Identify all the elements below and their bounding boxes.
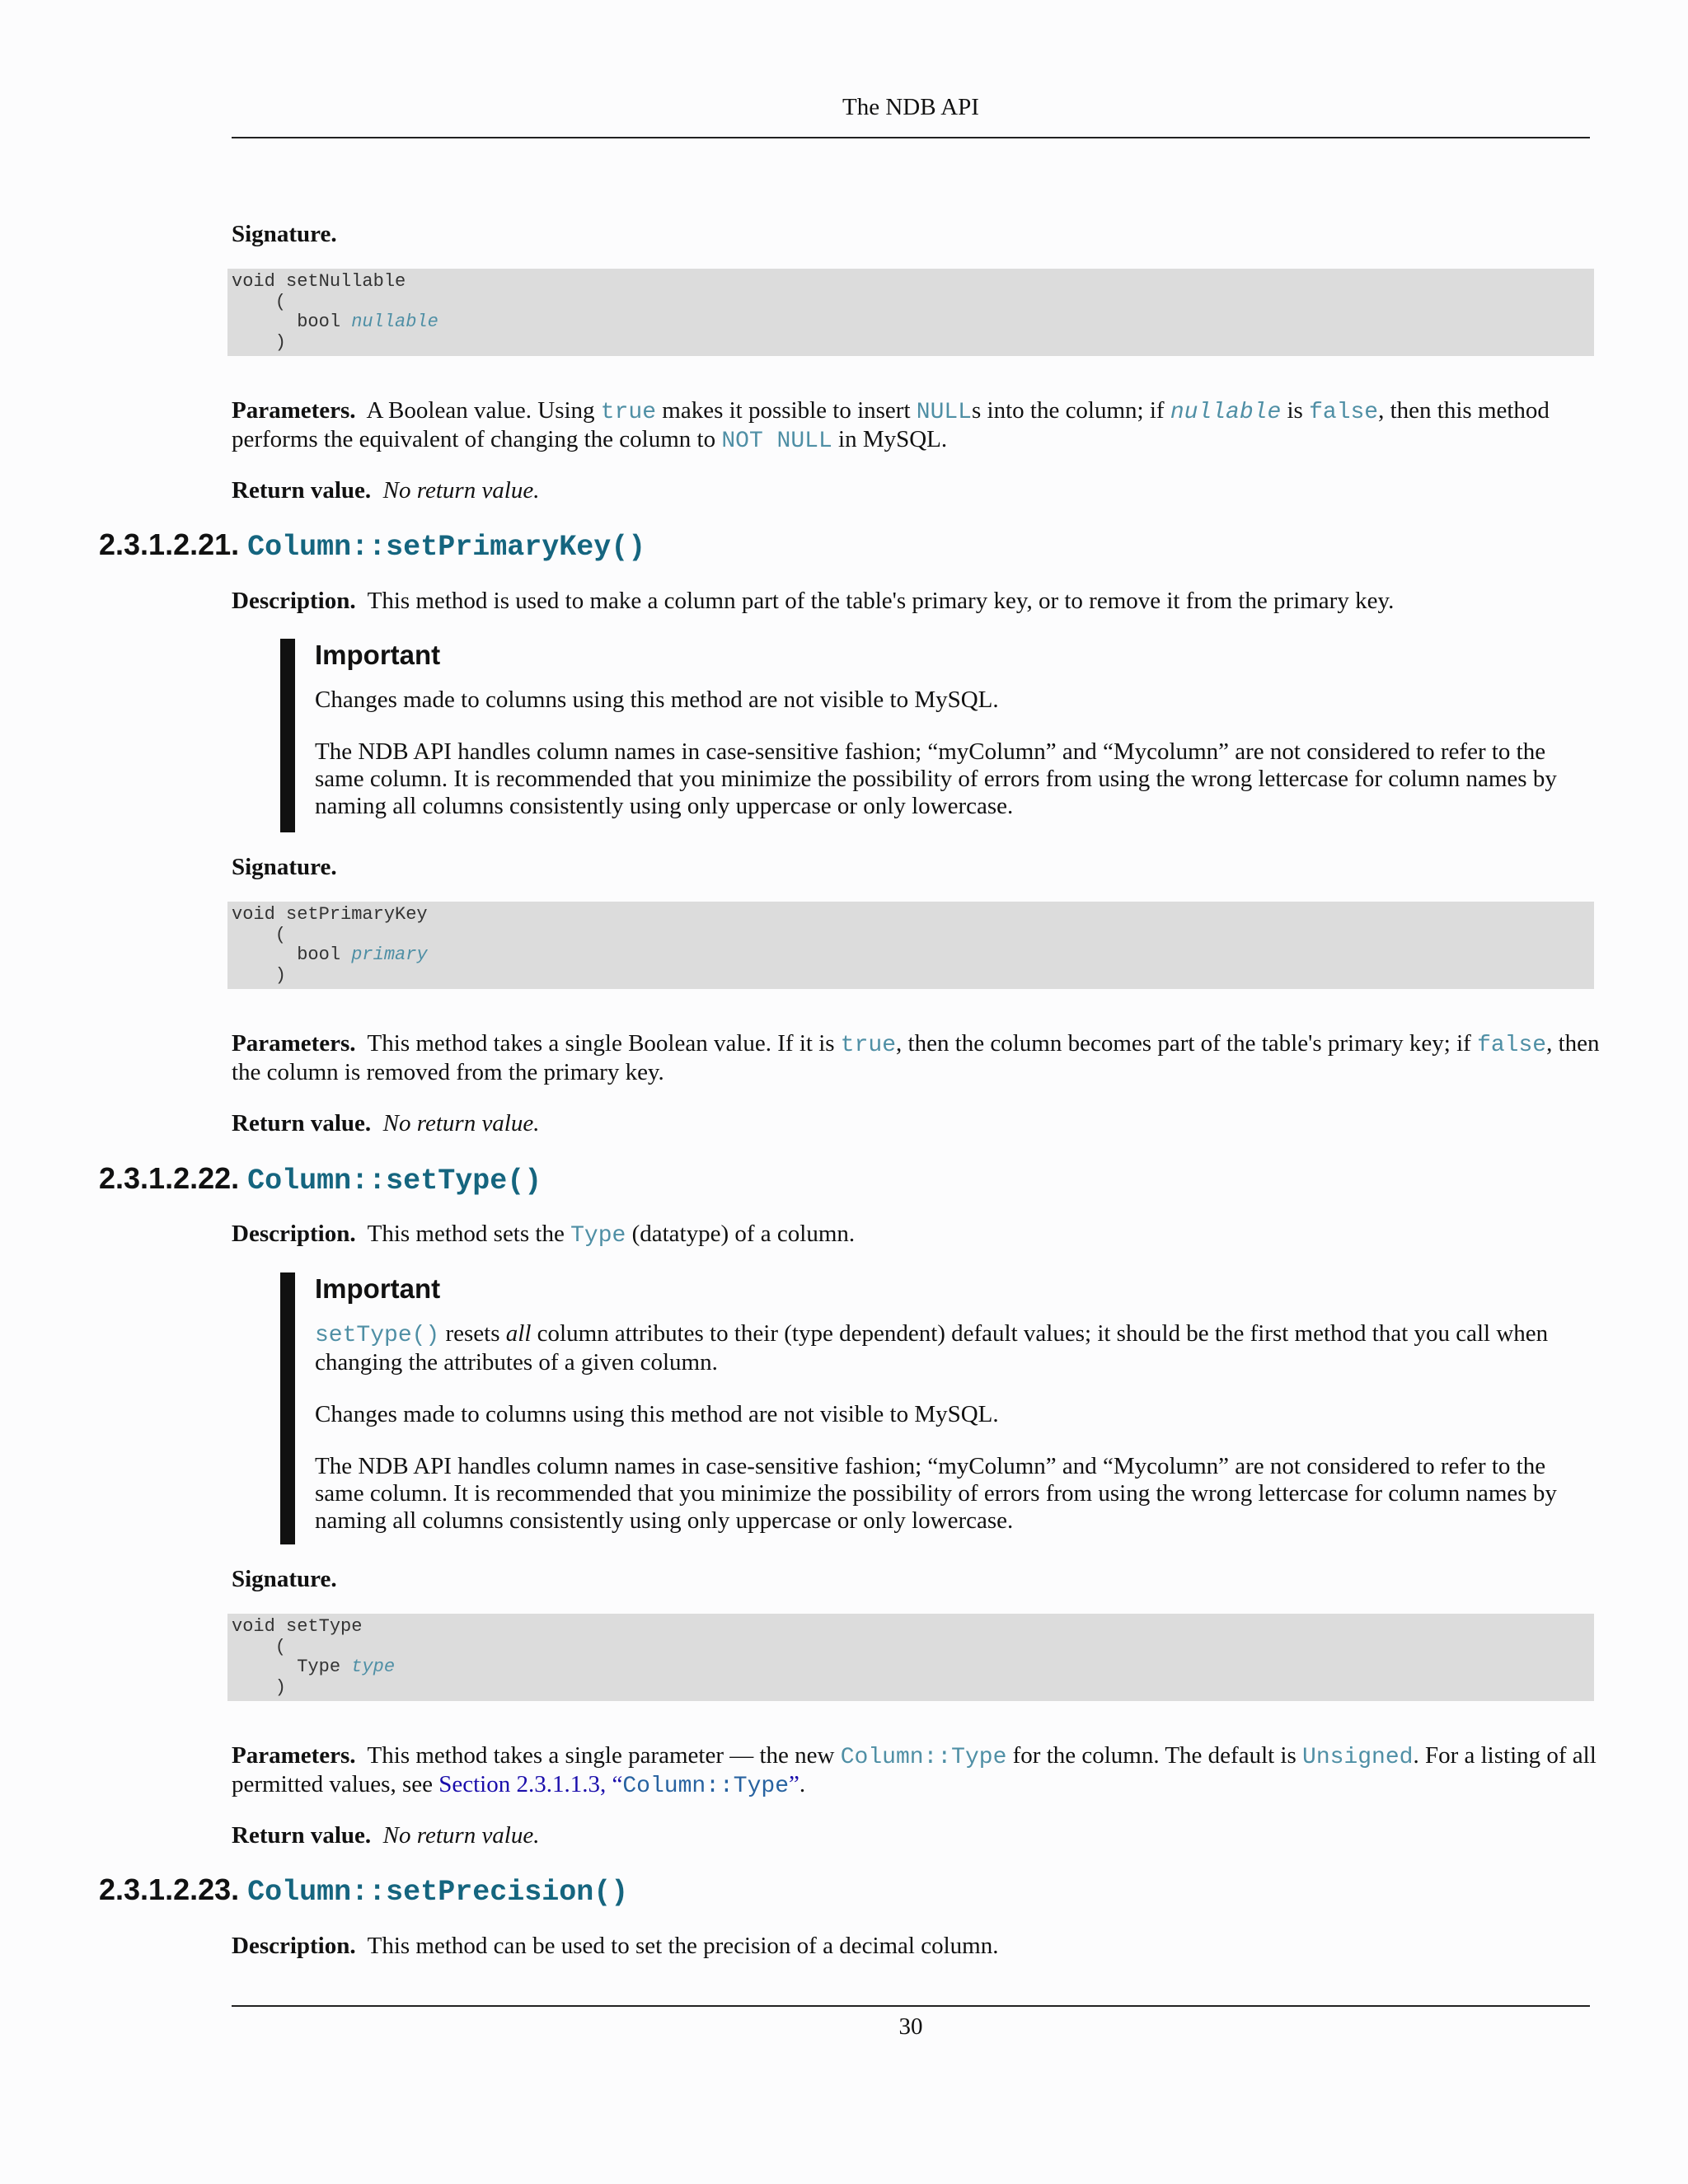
code-line: Type type bbox=[232, 1657, 396, 1677]
important-text: setType() resets all column attributes to their (type dependent) default values; it should be the first method that you call when changing the attributes of a given column. bbox=[315, 1320, 1549, 1376]
code-line: ( bbox=[232, 1636, 287, 1657]
section-heading-setprecision: 2.3.1.2.23. Column::setPrecision() bbox=[99, 1872, 629, 1909]
code-line: ( bbox=[232, 924, 287, 945]
section-title: Column::setPrecision() bbox=[247, 1876, 629, 1909]
parameters-setprimarykey: Parameters. This method takes a single Boolean value. If it is true, then the column becomes part of the table's primary key; if false, then the column is removed from the primary key. bbox=[232, 1030, 1600, 1085]
section-link-column-type[interactable]: Section 2.3.1.1.3, “Column::Type” bbox=[438, 1771, 799, 1799]
return-value-settype: Return value. No return value. bbox=[232, 1822, 540, 1849]
important-text: Changes made to columns using this method are not visible to MySQL. bbox=[315, 1401, 999, 1427]
code-line: ) bbox=[232, 1676, 287, 1698]
description-setprecision: Description. This method can be used to set the precision of a decimal column. bbox=[232, 1933, 999, 1959]
description-settype: Description. This method sets the Type (datatype) of a column. bbox=[232, 1221, 856, 1249]
code-line: bool primary bbox=[232, 944, 428, 965]
signature-label: Signature. bbox=[232, 221, 337, 247]
running-header: The NDB API bbox=[842, 94, 979, 120]
important-text: Changes made to columns using this method are not visible to MySQL. bbox=[315, 687, 999, 713]
code-block-setnullable bbox=[227, 269, 1594, 356]
signature-label: Signature. bbox=[232, 854, 337, 880]
code-block-settype bbox=[227, 1614, 1594, 1701]
important-title: Important bbox=[315, 640, 441, 670]
code-line: ) bbox=[232, 331, 287, 353]
code-line: void setType bbox=[232, 1616, 363, 1637]
important-bar bbox=[280, 639, 295, 832]
important-bar bbox=[280, 1272, 295, 1544]
code-line: bool nullable bbox=[232, 312, 438, 332]
code-line: void setNullable bbox=[232, 271, 406, 292]
header-rule bbox=[232, 137, 1590, 138]
description-setprimarykey: Description. This method is used to make a column part of the table's primary key, or to remove it from the primary key. bbox=[232, 588, 1395, 614]
section-heading-settype: 2.3.1.2.22. Column::setType() bbox=[99, 1161, 542, 1197]
code-line: ) bbox=[232, 964, 287, 986]
section-heading-setprimarykey: 2.3.1.2.21. Column::setPrimaryKey() bbox=[99, 527, 646, 564]
footer-rule bbox=[232, 2005, 1590, 2007]
important-text: The NDB API handles column names in case-sensitive fashion; “myColumn” and “Mycolumn” are not considered to refer to the same column. It is recommended that you minimize the possibility of errors from using the wrong lettercase for column names by naming all columns consistently using only uppercase or only lowercase. bbox=[315, 1453, 1557, 1534]
code-line: void setPrimaryKey bbox=[232, 904, 428, 925]
parameters-settype: Parameters. This method takes a single parameter — the new Column::Type for the column. The default is Unsigned. For a listing of all permitted values, see Section 2.3.1.1.3, “Column::Type”. bbox=[232, 1742, 1597, 1799]
code-line: ( bbox=[232, 291, 287, 312]
code-block-setprimarykey bbox=[227, 902, 1594, 989]
return-value-setprimarykey: Return value. No return value. bbox=[232, 1110, 540, 1137]
signature-label: Signature. bbox=[232, 1566, 337, 1592]
important-note-setprimarykey bbox=[280, 639, 1566, 832]
return-value-setnullable: Return value. No return value. bbox=[232, 477, 540, 504]
important-note-settype bbox=[280, 1272, 1566, 1544]
page-number: 30 bbox=[898, 2013, 923, 2040]
important-title: Important bbox=[315, 1273, 441, 1304]
parameters-setnullable: Parameters. A Boolean value. Using true makes it possible to insert NULLs into the column; if nullable is false, then this method performs the equivalent of changing the column to NOT NULL in MySQL. bbox=[232, 397, 1550, 454]
section-title: Column::setPrimaryKey() bbox=[247, 531, 646, 564]
important-text: The NDB API handles column names in case-sensitive fashion; “myColumn” and “Mycolumn” are not considered to refer to the same column. It is recommended that you minimize the possibility of errors from using the wrong lettercase for column names by naming all columns consistently using only uppercase or only lowercase. bbox=[315, 738, 1557, 819]
section-title: Column::setType() bbox=[247, 1165, 542, 1197]
